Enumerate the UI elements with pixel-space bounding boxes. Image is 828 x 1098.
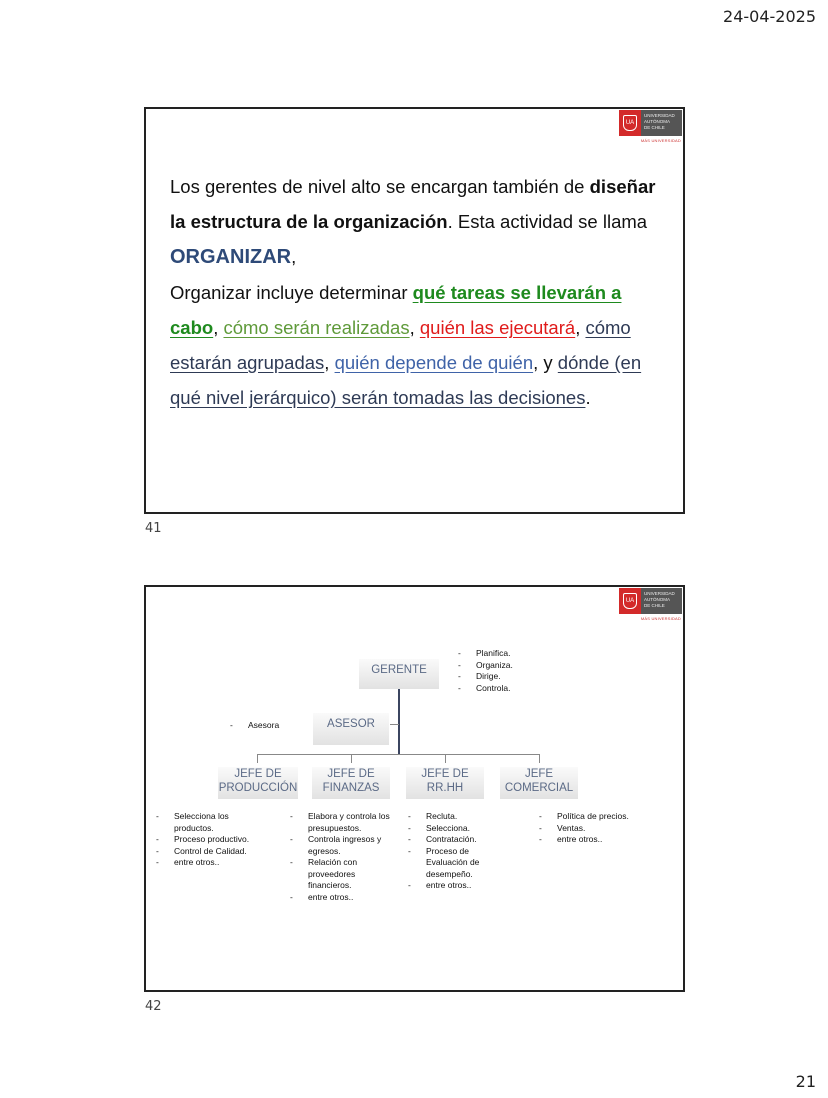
university-logo bbox=[619, 588, 683, 622]
comercial-functions-list: - Política de precios. - Ventas. - entre otros.. bbox=[539, 811, 669, 846]
org-box-asesor: ASESOR bbox=[313, 713, 389, 745]
connector-finanzas bbox=[351, 754, 352, 763]
logo-shield-icon: UA bbox=[619, 588, 641, 614]
org-box-jefe-comercial: JEFE COMERCIAL bbox=[500, 767, 578, 799]
org-box-gerente: GERENTE bbox=[359, 659, 439, 689]
phrase-donde: dónde (en qué nivel jerárquico) serán tomadas las decisiones bbox=[170, 352, 642, 408]
print-date: 24-04-2025 bbox=[723, 7, 816, 26]
university-logo bbox=[619, 110, 683, 144]
phrase-como: cómo serán realizadas bbox=[223, 317, 410, 338]
org-box-jefe-produccion: JEFE DE PRODUCCIÓN bbox=[218, 767, 298, 799]
connector-rrhh bbox=[445, 754, 446, 763]
keyword-organizar: ORGANIZAR bbox=[170, 246, 292, 268]
asesor-functions-list: - Asesora bbox=[230, 720, 279, 732]
slide-41 bbox=[144, 107, 685, 514]
logo-tagline: MÁS UNIVERSIDAD bbox=[640, 138, 681, 143]
slide-number-41: 41 bbox=[145, 521, 162, 536]
connector-produccion bbox=[257, 754, 258, 763]
logo-wordmark: UNIVERSIDAD AUTÓNOMA DE CHILE bbox=[641, 588, 682, 614]
phrase-depende: quién depende de quién bbox=[334, 352, 534, 373]
org-box-jefe-rrhh: JEFE DE RR.HH bbox=[406, 767, 484, 799]
logo-wordmark: UNIVERSIDAD AUTÓNOMA DE CHILE bbox=[641, 110, 682, 136]
slide-body-text: Los gerentes de nivel alto se encargan también de diseñar la estructura de la organización. Esta actividad se llama ORGANIZAR, Organizar incluye determinar qué tareas se llevarán a cabo, cómo serán realizadas, quién las ejecutará, cómo estarán agrupadas, quién depende de quién, y dónde (en qué nivel jerárquico) serán tomadas las decisiones. bbox=[170, 176, 656, 408]
org-box-jefe-finanzas: JEFE DE FINANZAS bbox=[312, 767, 390, 799]
phrase-tareas: qué tareas se llevarán a cabo bbox=[170, 282, 622, 338]
bold-phrase: diseñar la estructura de la organización bbox=[170, 176, 656, 232]
logo-shield-icon: UA bbox=[619, 110, 641, 136]
finanzas-functions-list: - Elabora y controla los presupuestos. - Controla ingresos y egresos. - Relación con proveedores financieros. - entre otros.. bbox=[290, 811, 396, 903]
connector-horizontal bbox=[257, 754, 540, 755]
connector-comercial bbox=[539, 754, 540, 763]
phrase-agrupadas: cómo estarán agrupadas bbox=[170, 317, 631, 373]
connector-asesor bbox=[390, 724, 399, 725]
page-number: 21 bbox=[795, 1072, 816, 1091]
logo-tagline: MÁS UNIVERSIDAD bbox=[640, 616, 681, 621]
rrhh-functions-list: - Recluta. - Selecciona. - Contratación. - Proceso de Evaluación de desempeño. - entre otros.. bbox=[408, 811, 498, 892]
slide-number-42: 42 bbox=[145, 999, 162, 1014]
phrase-quien: quién las ejecutará bbox=[419, 317, 576, 338]
produccion-functions-list: - Selecciona los productos. - Proceso productivo. - Control de Calidad. - entre otros.. bbox=[156, 811, 266, 869]
gerente-functions-list: - Planifica. - Organiza. - Dirige. - Controla. bbox=[458, 648, 513, 694]
slide-42 bbox=[144, 585, 685, 992]
connector-gerente-trunk bbox=[398, 689, 400, 755]
